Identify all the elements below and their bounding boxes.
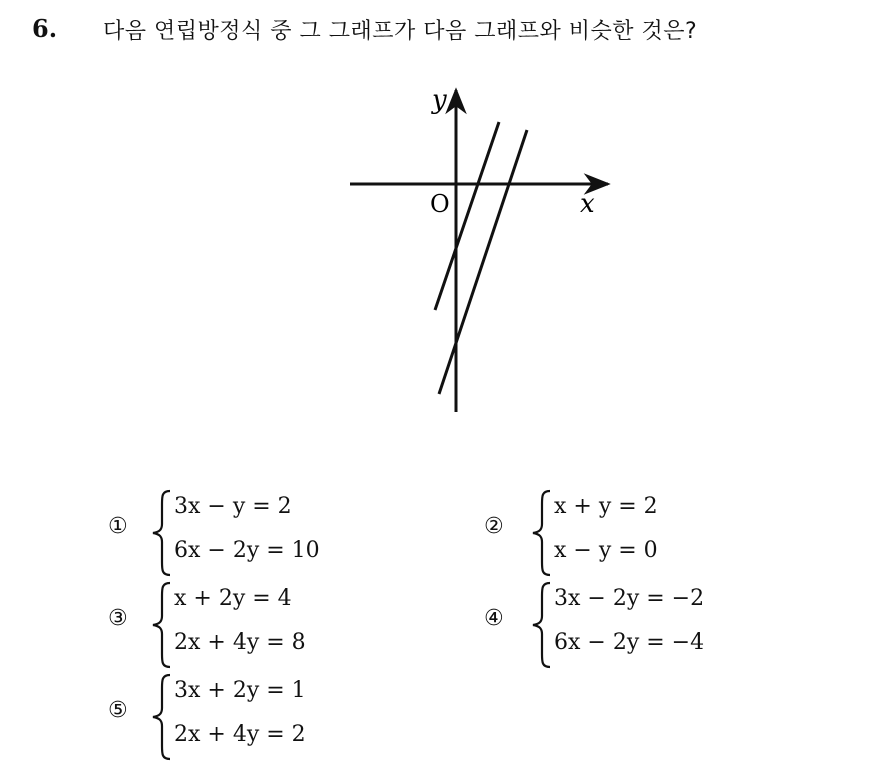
coordinate-graph xyxy=(340,82,630,422)
choice-2[interactable] xyxy=(484,488,744,578)
equation-2: 6x − 2y = −4 xyxy=(554,630,705,655)
brace-icon xyxy=(150,580,172,670)
question-text: 다음 연립방정식 중 그 그래프가 다음 그래프와 비슷한 것은? xyxy=(103,19,698,44)
choice-1[interactable] xyxy=(108,488,368,578)
brace-icon xyxy=(150,488,172,578)
brace-icon xyxy=(150,672,172,762)
choice-marker: ③ xyxy=(108,606,128,631)
choice-3[interactable] xyxy=(108,580,368,670)
equation-1: 3x − y = 2 xyxy=(174,494,292,519)
choice-marker: ② xyxy=(484,514,504,539)
choice-marker: ⑤ xyxy=(108,698,128,723)
brace-icon xyxy=(530,488,552,578)
origin-label: O xyxy=(430,190,450,218)
choice-4[interactable] xyxy=(484,580,764,670)
equation-1: 3x + 2y = 1 xyxy=(174,678,306,703)
equation-1: x + y = 2 xyxy=(554,494,658,519)
equation-2: x − y = 0 xyxy=(554,538,658,563)
equation-2: 6x − 2y = 10 xyxy=(174,538,320,563)
equation-2: 2x + 4y = 2 xyxy=(174,722,306,747)
choice-marker: ④ xyxy=(484,606,504,631)
choice-marker: ① xyxy=(108,514,128,539)
choice-5[interactable] xyxy=(108,672,368,762)
equation-1: 3x − 2y = −2 xyxy=(554,586,705,611)
y-axis-label: y xyxy=(432,85,447,115)
brace-icon xyxy=(530,580,552,670)
x-axis-label: x xyxy=(580,189,595,219)
equation-1: x + 2y = 4 xyxy=(174,586,292,611)
equation-2: 2x + 4y = 8 xyxy=(174,630,306,655)
question-number: 6. xyxy=(32,14,58,43)
